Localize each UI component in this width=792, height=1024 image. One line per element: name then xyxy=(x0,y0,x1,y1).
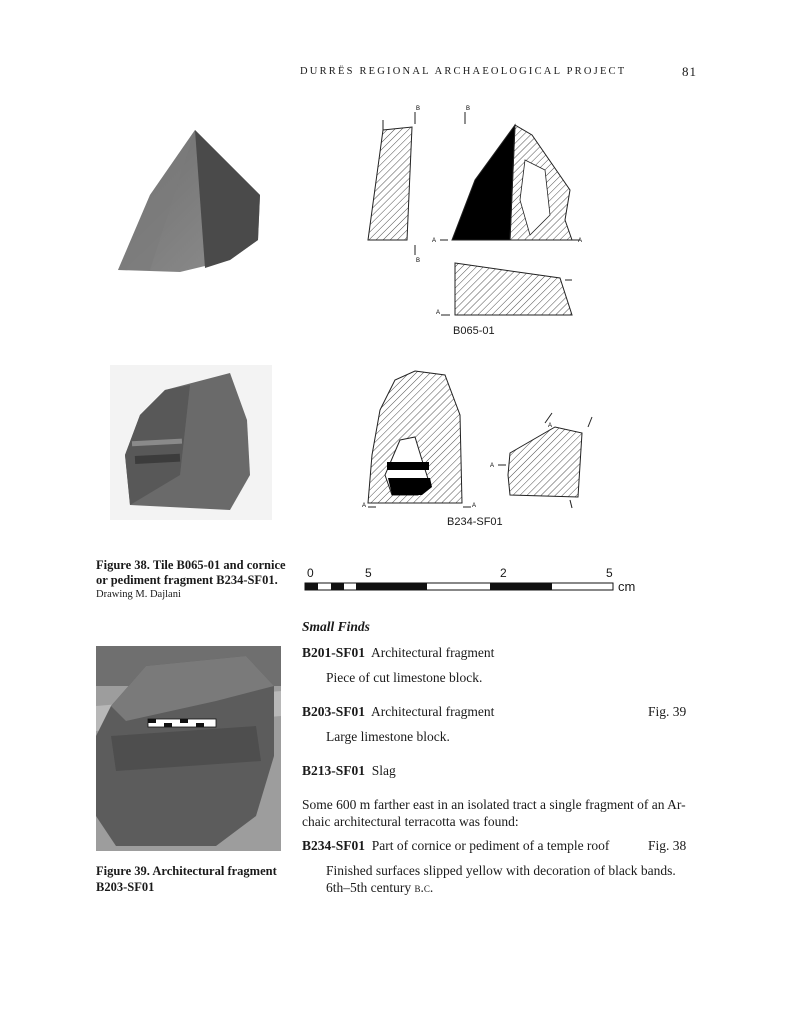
entry-desc xyxy=(326,879,433,897)
figure39-caption-line2: B203-SF01 xyxy=(96,880,155,894)
era-abbrev: b.c. xyxy=(414,880,434,895)
entry-id: B213-SF01 xyxy=(302,763,366,778)
figure39-caption-line1: Figure 39. Architectural fragment xyxy=(96,864,277,878)
figure-reference: Fig. 38 xyxy=(648,838,687,853)
cornice-drawing xyxy=(360,365,600,515)
scale-label-5b: 5 xyxy=(606,566,613,580)
drawing-label-b234: B234-SF01 xyxy=(447,516,503,528)
scale-label-2: 2 xyxy=(500,566,507,580)
tile-drawing xyxy=(360,100,590,340)
figure38-caption-line2: or pediment fragment B234-SF01. xyxy=(96,573,278,587)
section-letter-a: A xyxy=(548,423,553,429)
scale-label-0: 0 xyxy=(307,566,314,580)
section-letter-b: B xyxy=(466,106,471,112)
entry-b203 xyxy=(302,703,494,721)
entry-id: B234-SF01 xyxy=(302,838,366,853)
entry-desc: Piece of cut limestone block. xyxy=(326,670,483,685)
section-letter-a: A xyxy=(436,310,441,316)
entry-title: Architectural fragment xyxy=(371,704,495,719)
figure38-caption-line1: Figure 38. Tile B065-01 and cornice xyxy=(96,558,286,572)
entry-desc: Large limestone block. xyxy=(326,729,450,744)
entry-b213 xyxy=(302,762,396,780)
section-letter-b: B xyxy=(416,106,421,112)
entry-title: Slag xyxy=(371,763,396,778)
drawing-label-b065: B065-01 xyxy=(453,325,495,337)
paragraph-line: chaic architectural terracotta was found: xyxy=(302,814,519,829)
running-head: DURRËS REGIONAL ARCHAEOLOGICAL PROJECT xyxy=(300,66,627,77)
fragment-photo xyxy=(96,646,281,851)
tile-photo xyxy=(110,120,270,280)
cornice-photo xyxy=(110,365,272,520)
scale-bar xyxy=(304,582,616,592)
section-letter-a: A xyxy=(432,238,437,244)
entry-title: Part of cornice or pediment of a temple roof xyxy=(371,838,610,853)
entry-b234 xyxy=(302,837,609,855)
entry-title: Architectural fragment xyxy=(371,645,495,660)
paragraph-line: Some 600 m farther east in an isolated tract a single fragment of an Ar- xyxy=(302,797,686,812)
page-number: 81 xyxy=(682,64,697,79)
scale-unit: cm xyxy=(618,579,636,594)
entry-id: B201-SF01 xyxy=(302,645,366,660)
figure38-credit: Drawing M. Dajlani xyxy=(96,589,181,600)
section-letter-a: A xyxy=(578,238,583,244)
entry-id: B203-SF01 xyxy=(302,704,366,719)
section-letter-a: A xyxy=(472,503,477,509)
entry-desc: Finished surfaces slipped yellow with decoration of black bands. xyxy=(326,863,676,878)
date-range: 6th–5th century xyxy=(326,880,415,895)
section-letter-a: A xyxy=(490,463,495,469)
figure-reference: Fig. 39 xyxy=(648,704,687,719)
scale-label-5: 5 xyxy=(365,566,372,580)
section-letter-b: B xyxy=(416,258,421,264)
entry-b201 xyxy=(302,644,494,662)
section-heading: Small Finds xyxy=(302,619,370,634)
section-letter-a: A xyxy=(362,503,367,509)
